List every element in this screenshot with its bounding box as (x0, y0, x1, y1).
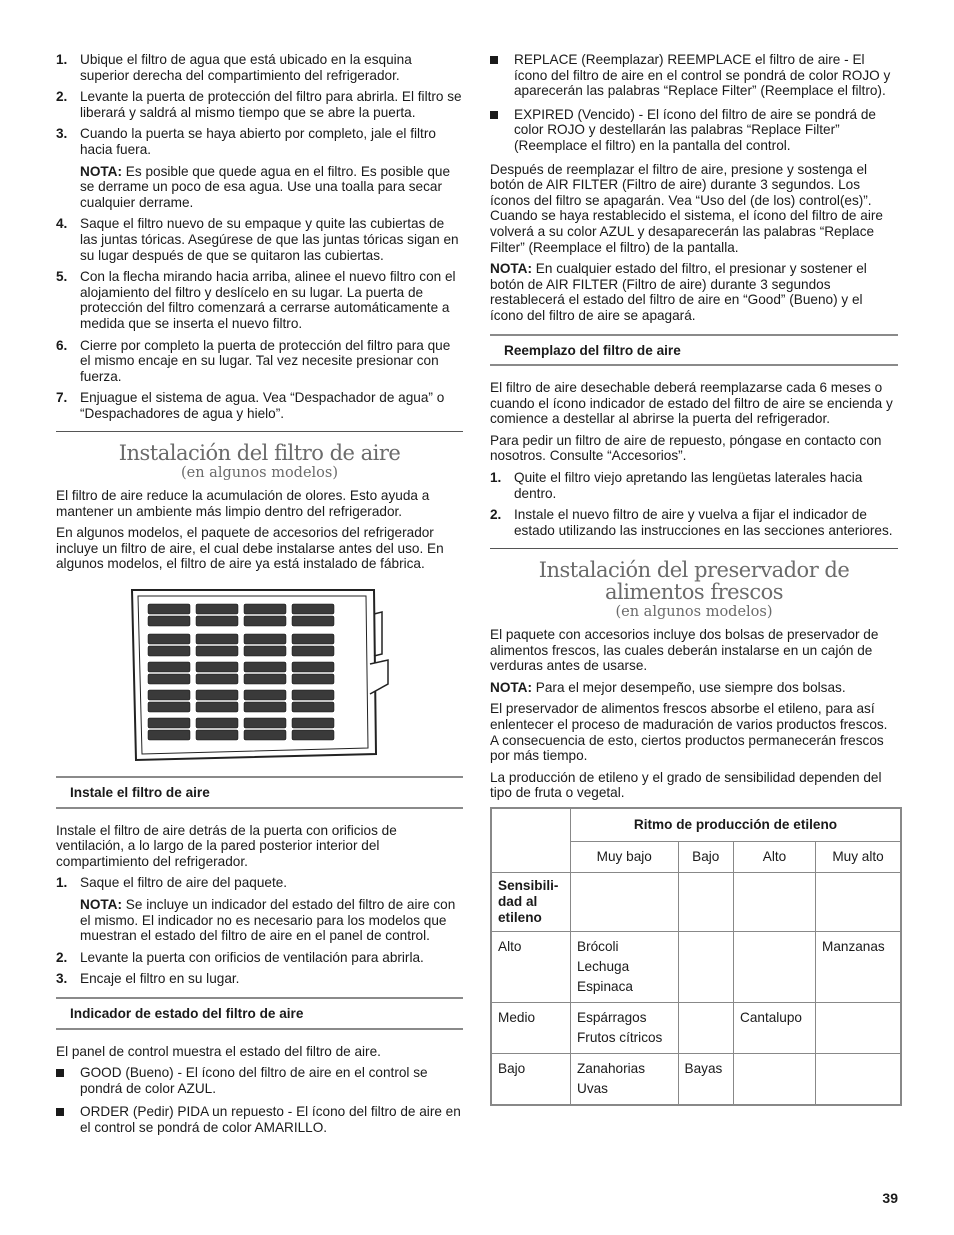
column-header: Bajo (678, 841, 734, 872)
filter-vent-cell (244, 730, 286, 740)
list-item (490, 107, 898, 154)
step-text: Con la flecha mirando hacia arriba, alinee el nuevo filtro con el alojamiento del filtro y deslícelo en su lugar. La puerta de protección del filtro comenzará a cerrarse automáticamente a medida que se inserta el nuevo filtro. (80, 269, 456, 331)
filter-vent-cell (292, 616, 334, 626)
filter-vent-cell (148, 730, 190, 740)
table-header: Ritmo de producción de etileno (571, 808, 902, 842)
page-number: 39 (882, 1190, 898, 1206)
filter-vent-cell (244, 646, 286, 656)
cell-item: Cantalupo (740, 1009, 802, 1025)
step-text: Cuando la puerta se haya abierto por completo, jale el filtro hacia fuera. (80, 126, 436, 157)
list-item (490, 507, 898, 538)
table-cell (571, 1002, 679, 1053)
step-text: Ubique el filtro de agua que está ubicado en la esquina superior derecha del compartimiento del refrigerador. (80, 52, 412, 83)
column-header: Alto (734, 841, 816, 872)
filter-vent-cell (148, 616, 190, 626)
row-header: Sensibili- dad al etileno (491, 872, 571, 931)
filter-vent-cell (148, 634, 190, 644)
install-text: Instale el filtro de aire detrás de la puerta con orificios de ventilación, a lo largo de la pared posterior interior del compartimiento del refrigerador. (56, 822, 397, 869)
preserver-text-1: El paquete con accesorios incluye dos bolsas de preservador de alimentos frescos, las cuales deberán instalarse en un cajón de verduras antes de usarse. (490, 627, 879, 674)
list-item (490, 52, 898, 99)
filter-vent-cell (196, 646, 238, 656)
indicator-bullets (56, 1065, 463, 1135)
air-filter-title: Instalación del filtro de aire (118, 441, 401, 466)
reset-note: NOTA: En cualquier estado del filtro, el presionar y sostener el botón de AIR FILTER (Filtro de aire) durante 3 segundos restablecerá el estado del filtro de aire en “Good” (Bueno) y el ícono del filtro de aire se apagará. (490, 261, 867, 323)
filter-vent-cell (196, 616, 238, 626)
list-item (56, 269, 463, 331)
table-cell (734, 872, 816, 931)
cell-item: Lechuga (577, 958, 630, 974)
filter-vent-cell (196, 718, 238, 728)
indicator-text: El panel de control muestra el estado del filtro de aire. (56, 1043, 381, 1059)
filter-vent-cell (196, 702, 238, 712)
filter-vent-cell (292, 702, 334, 712)
list-item (56, 216, 463, 263)
note-text: Es posible que quede agua en el filtro. Es posible que se derrame un poco de esa agua. Use una toalla para secar cualquier derrame. (80, 163, 451, 210)
table-cell (816, 1002, 902, 1053)
filter-vent-cell (148, 604, 190, 614)
filter-vent-cell (148, 662, 190, 672)
step-text: Instale el nuevo filtro de aire y vuelva a fijar el indicador de estado utilizando las instrucciones en las secciones anteriores. (514, 507, 893, 538)
step-number: 6. (56, 337, 68, 353)
preserver-text-2: El preservador de alimentos frescos absorbe el etileno, para así enlentecer el proceso de maduración de varios productos frescos. A consecuencia de esto, ciertos productos permanecerán frescos por más tiempo. (490, 701, 888, 764)
filter-vent-cell (196, 634, 238, 644)
divider (490, 548, 898, 549)
preserver-subtitle: (en algunos modelos) (615, 604, 773, 621)
bullet-square-icon (490, 111, 498, 119)
step-number: 4. (56, 216, 68, 232)
list-item (56, 338, 463, 385)
cell-item: Uvas (577, 1080, 608, 1096)
table-cell (678, 931, 734, 1002)
left-column (56, 52, 463, 1144)
bullet-text: ORDER (Pedir) PIDA un repuesto - El ícono del filtro de aire en el control se pondrá de color AMARILLO. (80, 1104, 461, 1135)
step-note (80, 897, 463, 944)
filter-vent-cell (148, 674, 190, 684)
bullet-text: REPLACE (Reemplazar) REEMPLACE el filtro de aire - El ícono del filtro de aire en el control se pondrá de color ROJO y aparecerán las palabras “Replace Filter” (Reemplace el filtro). (514, 52, 891, 99)
cell-item: Zanahorias (577, 1060, 646, 1076)
indicator-bullets-cont (490, 52, 898, 154)
filter-vent-cell (244, 702, 286, 712)
table-row (491, 872, 901, 931)
preserver-title: Instalación del preservador de alimentos frescos (538, 558, 850, 605)
bullet-text: EXPIRED (Vencido) - El ícono del filtro de aire se pondrá de color ROJO y destellarán las palabras “Replace Filter” (Reemplace el filtro) en la pantalla del control. (514, 106, 876, 153)
filter-vent-cell (244, 718, 286, 728)
cell-item: Manzanas (822, 938, 885, 954)
step-text: Saque el filtro de aire del paquete. (80, 875, 288, 891)
filter-vent-cell (292, 718, 334, 728)
replace-steps (490, 470, 898, 538)
table-cell (678, 872, 734, 931)
air-filter-intro: El filtro de aire reduce la acumulación de olores. Esto ayuda a mantener un ambiente más limpio dentro del refrigerador. (56, 488, 430, 519)
table-cell (816, 1053, 902, 1105)
list-item (490, 470, 898, 501)
water-filter-steps (56, 52, 463, 421)
step-text: Saque el filtro nuevo de su empaque y quite las cubiertas de las juntas tóricas. Asegúrese de que las juntas tóricas sigan en su lugar después de que se quitaron las cubiertas. (80, 216, 459, 263)
replace-text-2: Para pedir un filtro de aire de repuesto, póngase en contacto con nosotros. Consulte “Accesorios”. (490, 432, 882, 464)
preserver-note: NOTA: Para el mejor desempeño, use siempre dos bolsas. (490, 679, 846, 695)
cell-item: Espinaca (577, 978, 633, 994)
list-item (56, 52, 463, 83)
air-filter-illustration (124, 584, 394, 764)
filter-vent-cell (244, 604, 286, 614)
step-text: Quite el filtro viejo apretando las lengüetas laterales hacia dentro. (514, 470, 863, 501)
divider (56, 431, 463, 432)
filter-vent-cell (196, 662, 238, 672)
table-row (491, 1002, 901, 1053)
filter-vent-cell (244, 616, 286, 626)
list-item (56, 875, 463, 943)
filter-vent-cell (292, 674, 334, 684)
column-header: Muy bajo (571, 841, 679, 872)
step-number: 2. (56, 89, 68, 105)
step-text: Levante la puerta con orificios de ventilación para abrirla. (80, 949, 424, 965)
list-item (56, 971, 463, 987)
table-cell (678, 1002, 734, 1053)
step-number: 7. (56, 390, 68, 406)
filter-vent-cell (292, 634, 334, 644)
column-header: Muy alto (816, 841, 902, 872)
filter-vent-cell (244, 634, 286, 644)
bullet-square-icon (56, 1069, 64, 1077)
air-filter-subtitle: (en algunos modelos) (180, 465, 338, 482)
filter-vent-cell (196, 604, 238, 614)
step-text: Encaje el filtro en su lugar. (80, 971, 240, 987)
step-text: Cierre por completo la puerta de protección del filtro para que el mismo encaje en su lugar. Tal vez necesite presionar con fuerza. (80, 337, 451, 384)
bullet-square-icon (56, 1108, 64, 1116)
filter-vent-cell (292, 730, 334, 740)
filter-vent-cell (244, 690, 286, 700)
table-cell (734, 1053, 816, 1105)
table-cell (571, 931, 679, 1002)
list-item (56, 1104, 463, 1135)
list-item (56, 89, 463, 120)
cell-item: Bayas (684, 1060, 723, 1076)
step-number: 5. (56, 269, 68, 285)
step-text: Levante la puerta de protección del filtro para abrirla. El filtro se liberará y saldrá al mismo tiempo que se abre la puerta. (80, 89, 462, 120)
step-number: 1. (56, 52, 68, 67)
right-column (490, 52, 898, 1106)
list-item (56, 950, 463, 966)
step-number: 2. (56, 949, 68, 965)
cell-item: Frutos cítricos (577, 1029, 663, 1045)
list-item (56, 390, 463, 421)
table-cell (734, 1002, 816, 1053)
filter-vent-cell (148, 646, 190, 656)
table-cell (816, 872, 902, 931)
table-cell (678, 1053, 734, 1105)
step-note (80, 164, 463, 211)
table-row (491, 931, 901, 1002)
install-steps (56, 875, 463, 987)
filter-vent-cell (148, 718, 190, 728)
step-number: 2. (490, 507, 502, 523)
table-cell (571, 872, 679, 931)
row-header: Bajo (491, 1053, 571, 1105)
step-number: 1. (56, 875, 68, 891)
filter-vent-cell (244, 662, 286, 672)
filter-vent-cell (196, 730, 238, 740)
note-label: NOTA: (80, 897, 123, 912)
cell-item: Espárragos (577, 1009, 647, 1025)
table-cell (491, 808, 571, 873)
after-replace-text: Después de reemplazar el filtro de aire, presione y sostenga el botón de AIR FILTER (Filtro de aire) durante 3 segundos. Los íconos del filtro se apagarán. Vea “Uso del (de los) control(es)”. Cuando se haya restablecido el sistema, el ícono del filtro de aire volverá a su color AZUL y desaparecerán las palabras “Replace Filter” (Reemplace el filtro) de la pantalla. (490, 161, 883, 255)
bullet-square-icon (490, 56, 498, 64)
filter-vent-cell (292, 604, 334, 614)
filter-vent-cell (148, 690, 190, 700)
indicator-heading: Indicador de estado del filtro de aire (56, 997, 463, 1030)
filter-vent-cell (196, 674, 238, 684)
row-header: Alto (491, 931, 571, 1002)
table-cell (734, 931, 816, 1002)
table-cell (571, 1053, 679, 1105)
table-cell (816, 931, 902, 1002)
air-filter-models: En algunos modelos, el paquete de accesorios del refrigerador incluye un filtro de aire, el cual debe instalarse antes del uso. En algunos modelos, el filtro de aire ya está instalado de fábrica. (56, 525, 444, 572)
filter-vent-cell (244, 674, 286, 684)
note-text: Se incluye un indicador del estado del filtro de aire con el mismo. El indicador no es necesario para los modelos que muestran el estado del filtro de aire en el panel de control. (80, 897, 456, 944)
table-row (491, 1053, 901, 1105)
step-text: Enjuague el sistema de agua. Vea “Despachador de agua” o “Despachadores de agua y hielo”. (80, 390, 445, 421)
install-heading: Instale el filtro de aire (56, 776, 463, 809)
step-number: 1. (490, 470, 502, 486)
table-row (491, 808, 901, 842)
replace-heading: Reemplazo del filtro de aire (490, 334, 898, 367)
step-number: 3. (56, 971, 68, 987)
list-item (56, 1065, 463, 1096)
ethylene-table (490, 807, 902, 1106)
filter-vent-cell (148, 702, 190, 712)
filter-vent-cell (292, 646, 334, 656)
replace-text-1: El filtro de aire desechable deberá reemplazarse cada 6 meses o cuando el ícono indicador de estado del filtro de aire se encienda y comience a destellar al abrirse la puerta del refrigerador. (490, 380, 893, 427)
filter-vent-cell (292, 690, 334, 700)
note-label: NOTA: (80, 163, 123, 179)
preserver-text-3: La producción de etileno y el grado de sensibilidad dependen del tipo de fruta o vegetal. (490, 769, 882, 801)
step-number: 3. (56, 126, 68, 142)
list-item (56, 126, 463, 210)
cell-item: Brócoli (577, 938, 619, 954)
bullet-text: GOOD (Bueno) - El ícono del filtro de aire en el control se pondrá de color AZUL. (80, 1065, 428, 1096)
row-header: Medio (491, 1002, 571, 1053)
filter-vent-cell (292, 662, 334, 672)
filter-vent-cell (196, 690, 238, 700)
